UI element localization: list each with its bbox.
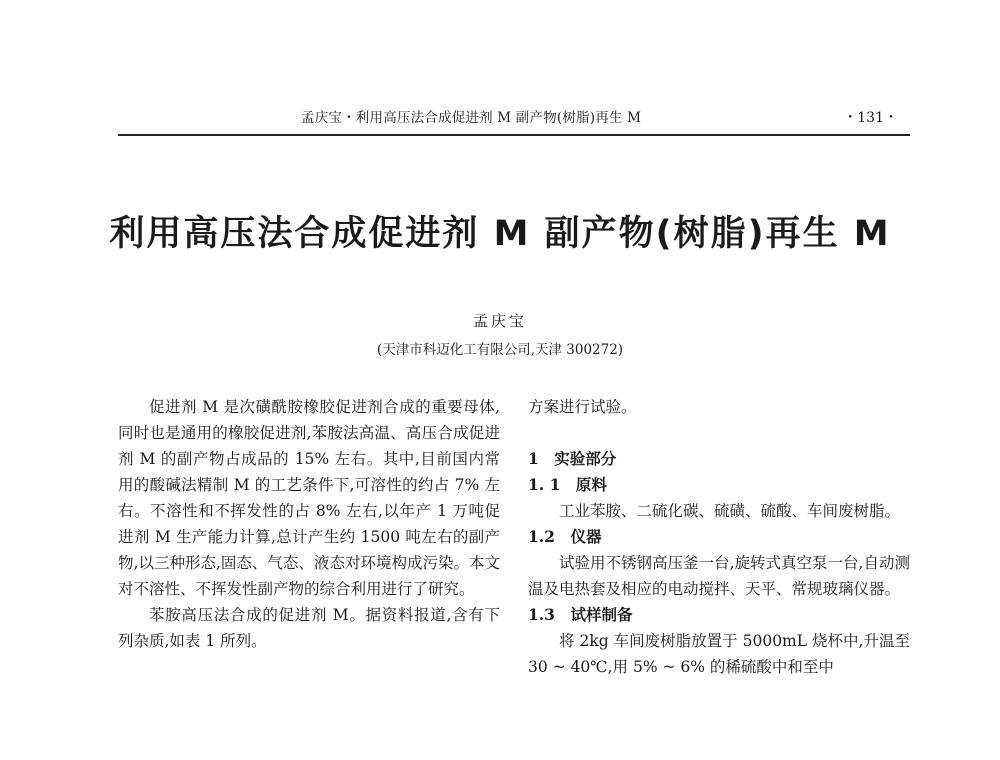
left-column (118, 394, 500, 654)
continued-paragraph: 方案进行试验。 (528, 398, 637, 416)
running-title: 孟庆宝・利用高压法合成促进剂 M 副产物(树脂)再生 M (301, 110, 642, 126)
header-rule (118, 134, 910, 136)
subsection-heading-materials: 1. 1 原料 (528, 475, 607, 494)
impurities-paragraph: 苯胺高压法合成的促进剂 M。据资料报道,含有下列杂质,如表 1 所列。 (118, 606, 500, 650)
subsection-heading-instruments: 1.2 仪器 (528, 527, 602, 546)
running-head (118, 106, 910, 130)
right-column (528, 394, 910, 680)
affiliation: (天津市科迈化工有限公司,天津 300272) (376, 342, 624, 358)
article-title: 利用高压法合成促进剂 M 副产物(树脂)再生 M (109, 214, 891, 254)
sample-prep-paragraph: 将 2kg 车间废树脂放置于 5000mL 烧杯中,升温至 30 ~ 40℃,用 5% ~ 6% 的稀硫酸中和至中 (528, 632, 910, 676)
intro-paragraph: 促进剂 M 是次磺酰胺橡胶促进剂合成的重要母体,同时也是通用的橡胶促进剂,苯胺法高温、高压合成促进剂 M 的副产物占成品的 15% 左右。其中,目前国内常用的酸碱法精制 M 的工艺条件下,可溶性的约占 7% 左右。不溶性和不挥发性的占 8% 左右,以年产 1 万吨促进剂 M 生产能力计算,总计产生约 1500 吨左右的副产物,以三种形态,固态、气态、液态对环境构成污染。本文对不溶性、不挥发性副产物的综合利用进行了研究。 (118, 398, 500, 598)
materials-paragraph: 工业苯胺、二硫化碳、硫磺、硫酸、车间废树脂。 (559, 502, 901, 520)
page-number: ・131・ (843, 110, 898, 126)
author: 孟庆宝 (472, 312, 527, 330)
subsection-heading-sample-prep: 1.3 试样制备 (528, 605, 633, 624)
instruments-paragraph: 试验用不锈钢高压釜一台,旋转式真空泵一台,自动测温及电热套及相应的电动搅拌、天平、常规玻璃仪器。 (528, 554, 910, 598)
section-heading-experimental: 1 实验部分 (528, 449, 617, 468)
section-spacer (528, 420, 910, 446)
